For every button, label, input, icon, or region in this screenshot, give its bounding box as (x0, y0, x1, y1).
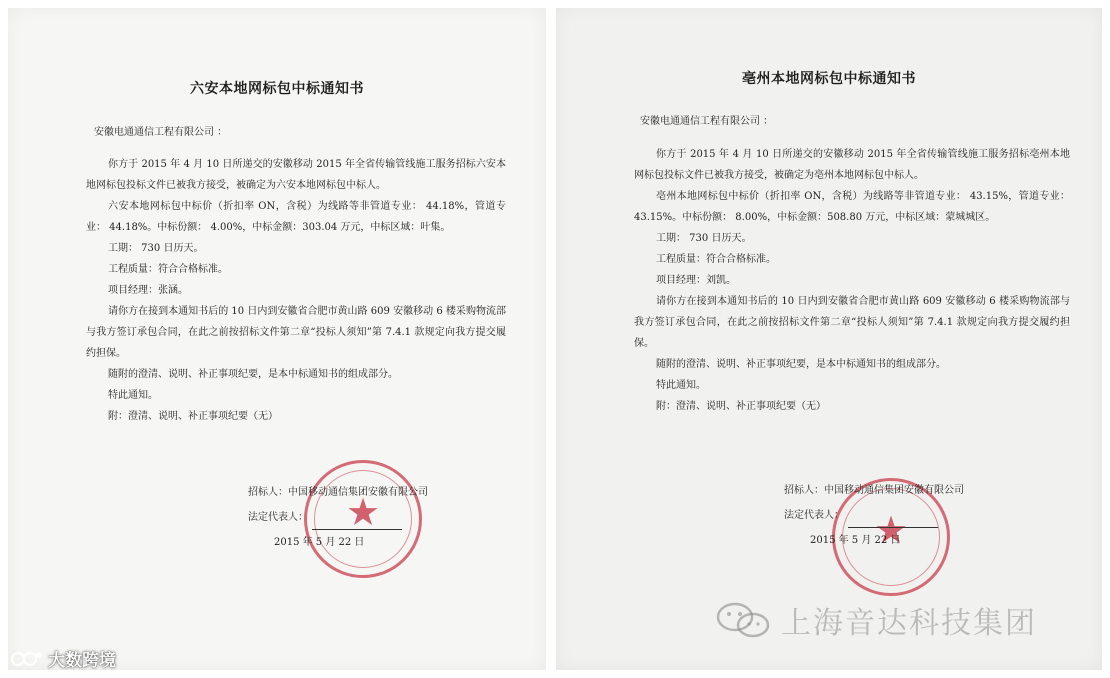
paragraph: 工程质量：符合合格标准。 (656, 254, 776, 265)
paragraph: 请你方在接到本通知书后的 10 日内到安徽省合肥市黄山路 609 安徽移动 6 楼采购物流部与我方签订承包合同，在此之前按招标文件第二章“投标人须知”第 7.4.1 款规定向我方提交履约担保。 (634, 296, 1070, 349)
tenderer: 招标人：中国移动通信集团安徽有限公司 (784, 485, 964, 496)
paragraph: 特此通知。 (656, 380, 706, 391)
paragraph: 你方于 2015 年 4 月 10 日所递交的安徽移动 2015 年全省传输管线施工服务招标亳州本地网标包投标文件已被我方接受，被确定为亳州本地网标包中标人。 (634, 149, 1070, 181)
brand-logo-icon (10, 648, 44, 670)
paragraph: 随附的澄清、说明、补正事项纪要，是本中标通知书的组成部分。 (108, 369, 398, 380)
watermark-text: 大数跨境 (48, 651, 116, 671)
paragraph: 亳州本地网标包中标价（折扣率 ON，含税）为线路等非管道专业： 43.15%，管道专业： 43.15%。中标份额： 8.00%，中标金额：508.80 万元，中标区域：蒙城城区。 (634, 191, 1070, 223)
document-title: 六安本地网标包中标通知书 (190, 81, 364, 97)
paragraph: 项目经理：张涵。 (108, 285, 188, 296)
watermark-brand-left (10, 646, 116, 671)
notice-document-bozhou (556, 8, 1102, 670)
issue-date: 2015 年 5 月 22 日 (810, 535, 901, 546)
addressee: 安徽电通通信工程有限公司 ： (94, 127, 228, 138)
legal-representative (784, 503, 964, 528)
document-title: 亳州本地网标包中标通知书 (742, 71, 916, 87)
paragraph: 随附的澄清、说明、补正事项纪要，是本中标通知书的组成部分。 (656, 359, 946, 370)
watermark-brand-right (713, 598, 1037, 642)
paragraph: 工期： 730 日历天。 (656, 233, 752, 244)
paragraph: 附：澄清、说明、补正事项纪要（无） (108, 411, 278, 422)
signature-line (312, 515, 402, 530)
signature-block (248, 480, 428, 555)
star-icon: ★ (873, 508, 909, 553)
paragraph: 项目经理：刘凯。 (656, 275, 736, 286)
star-icon: ★ (345, 490, 381, 535)
addressee: 安徽电通通信工程有限公司 ： (640, 116, 774, 127)
paragraph: 工期： 730 日历天。 (108, 243, 204, 254)
watermark-text: 上海音达科技集团 (781, 606, 1037, 641)
document-body (86, 154, 506, 427)
paragraph: 你方于 2015 年 4 月 10 日所递交的安徽移动 2015 年全省传输管线施工服务招标六安本地网标包投标文件已被我方接受，被确定为六安本地网标包中标人。 (86, 159, 506, 191)
issue-date: 2015 年 5 月 22 日 (274, 537, 365, 548)
signature-block (784, 478, 964, 553)
legal-representative (248, 505, 428, 530)
paragraph: 六安本地网标包中标价（折扣率 ON，含税）为线路等非管道专业： 44.18%，管道专业： 44.18%。中标份额： 4.00%，中标金额：303.04 万元，中标区域：叶集。 (86, 201, 506, 233)
legal-rep-label: 法定代表人： (784, 510, 844, 521)
paragraph: 附：澄清、说明、补正事项纪要（无） (656, 401, 826, 412)
wechat-icon (713, 600, 773, 640)
paragraph: 特此通知。 (108, 390, 158, 401)
document-body (634, 144, 1070, 417)
signature-line (848, 513, 938, 528)
notice-document-lu-an (8, 8, 546, 670)
paragraph: 请你方在接到本通知书后的 10 日内到安徽省合肥市黄山路 609 安徽移动 6 楼采购物流部与我方签订承包合同，在此之前按招标文件第二章“投标人须知”第 7.4.1 款规定向我方提交履约担保。 (86, 306, 506, 359)
paragraph: 工程质量：符合合格标准。 (108, 264, 228, 275)
tenderer: 招标人：中国移动通信集团安徽有限公司 (248, 487, 428, 498)
legal-rep-label: 法定代表人： (248, 512, 308, 523)
